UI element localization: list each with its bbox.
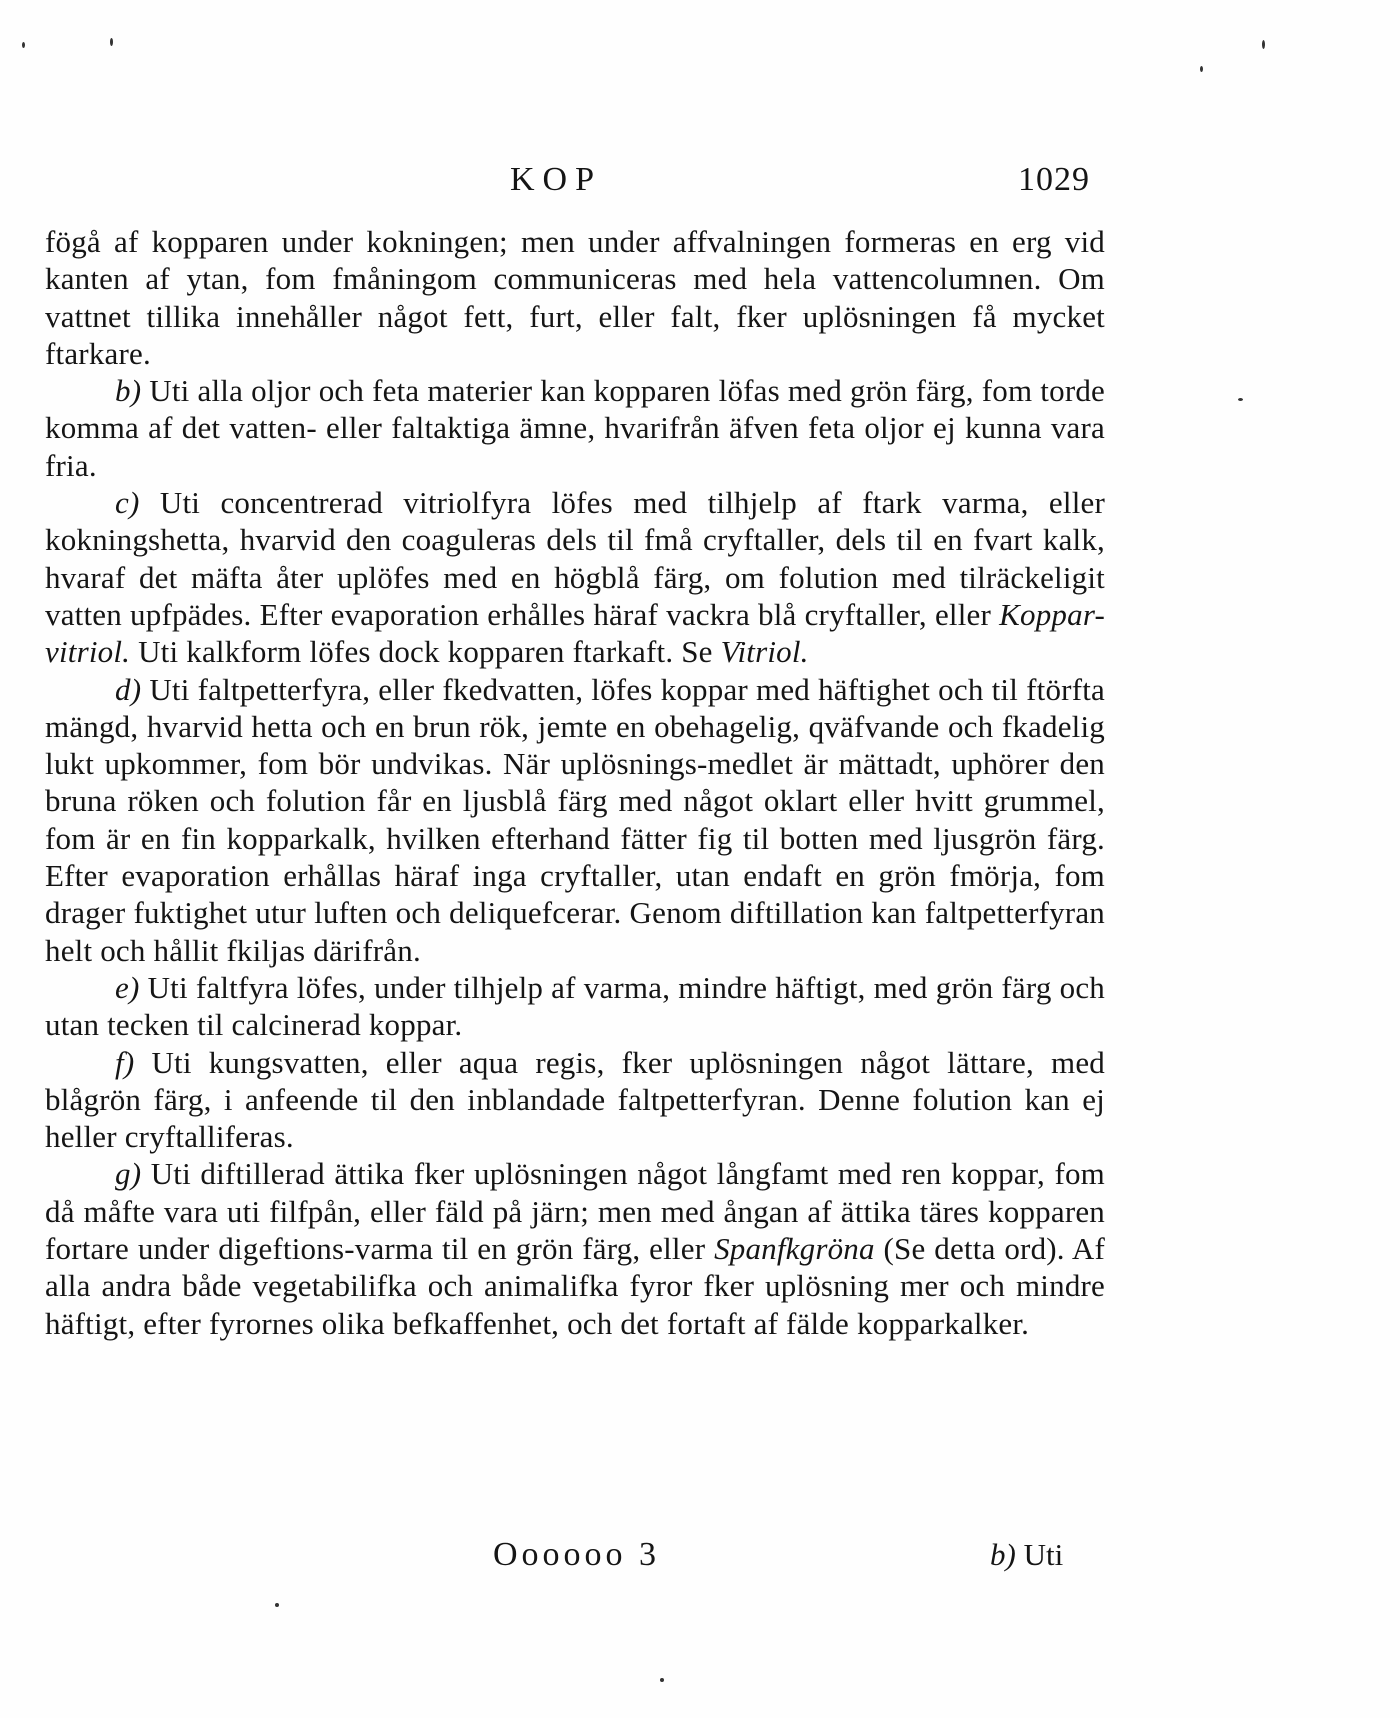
paragraph-text-continued: Uti kalkform löfes dock kopparen ftarkaft. Se <box>138 634 713 670</box>
page-footer <box>0 1532 1400 1578</box>
scan-speck <box>660 1678 664 1682</box>
paragraph-text-continued: (Se detta ord). Af alla andra både vegetabilifka och animalifka fyror fker uplösning mer och mindre häftigt, efter fyrornes olika befkaffenhet, och det fortaft af fälde kopparkalker. <box>45 1231 1105 1341</box>
running-head: KOP <box>510 161 603 198</box>
paragraph-b <box>45 372 1105 484</box>
paragraph-text: Uti concentrerad vitriolfyra löfes med tilhjelp af ftark varma, eller kokningshetta, hvarvid den coaguleras dels til fmå cryftaller, dels til en fvart kalk, hvaraf det mäfta åter uplöfes med en högblå färg, om folution med tilräckeligit vatten upfpädes. Efter evaporation erhålles häraf vackra blå cryftaller, eller <box>45 485 1105 632</box>
paragraph-c <box>45 484 1105 670</box>
catchword <box>990 1532 1063 1578</box>
scan-speck <box>275 1603 279 1607</box>
scan-speck <box>110 38 113 46</box>
paragraph-label: b) <box>115 373 142 409</box>
scan-speck <box>1200 66 1203 72</box>
scan-speck <box>22 42 25 48</box>
scan-speck <box>1262 40 1265 49</box>
italic-term: Spanfkgröna <box>714 1231 875 1267</box>
body-text <box>45 223 1105 1342</box>
paragraph-text: Uti faltpetterfyra, eller fkedvatten, löfes koppar med häftighet och til ftörfta mängd, hvarvid hetta och en brun rök, jemte en obehagelig, qväfvande och fkadelig lukt upkommer, fom bör undvikas. När uplösnings-medlet är mättadt, uphörer den bruna röken och folution får en ljusblå färg med något oklart eller hvitt grummel, fom är en fin kopparkalk, hvilken efterhand fätter fig til botten med ljusgrön färg. Efter evaporation erhållas häraf inga cryftaller, utan endaft en grön fmörja, fom drager fuktighet utur luften och deliquefcerar. Genom diftillation kan faltpetterfyran helt och hållit fkiljas därifrån. <box>45 671 1105 968</box>
paragraph-e <box>45 969 1105 1044</box>
paragraph-text: fögå af kopparen under kokningen; men under affvalningen formeras en erg vid kanten af ytan, fom fmåningom communiceras med hela vattencolumnen. Om vattnet tillika innehåller något fett, furt, eller falt, fker uplösningen få mycket ftarkare. <box>45 224 1105 371</box>
paragraph-label: g) <box>115 1156 142 1192</box>
paragraph-continuation <box>45 223 1105 372</box>
italic-term: Vitriol. <box>720 634 809 670</box>
page-header <box>0 155 1400 205</box>
paragraph-text: Uti faltfyra löfes, under tilhjelp af varma, mindre häftigt, med grön färg och utan tecken til calcinerad koppar. <box>45 969 1105 1043</box>
signature-mark: Oooooo 3 <box>493 1536 661 1573</box>
paragraph-text: Uti kungsvatten, eller aqua regis, fker uplösningen något lättare, med blågrön färg, i anfeende til den inblandade faltpetterfyran. Denne folution kan ej heller cryftalliferas. <box>45 1044 1106 1155</box>
paragraph-label: d) <box>115 671 142 707</box>
paragraph-text: Uti diftillerad ättika fker uplösningen något långfamt med ren koppar, fom då måfte vara uti filfpån, eller fäld på järn; men med ångan af ättika täres kopparen fortare under digeftions-varma til en grön färg, eller <box>45 1156 1105 1267</box>
italic-term: Koppar-vitriol. <box>45 596 1105 670</box>
page-number: 1029 <box>1018 161 1090 198</box>
paragraph-label: c) <box>115 485 140 521</box>
paragraph-label: e) <box>115 969 140 1005</box>
paragraph-text: Uti alla oljor och feta materier kan kopparen löfas med grön färg, fom torde komma af det vatten- eller faltaktiga ämne, hvarifrån äfven feta oljor ej kunna vara fria. <box>45 373 1105 483</box>
paragraph-label: f) <box>115 1044 135 1080</box>
paragraph-g <box>45 1155 1105 1341</box>
paragraph-f <box>45 1044 1105 1156</box>
catchword-text: Uti <box>1023 1537 1064 1572</box>
catchword-label: b) <box>990 1537 1016 1572</box>
scan-speck <box>1238 398 1243 401</box>
paragraph-d <box>45 671 1105 969</box>
